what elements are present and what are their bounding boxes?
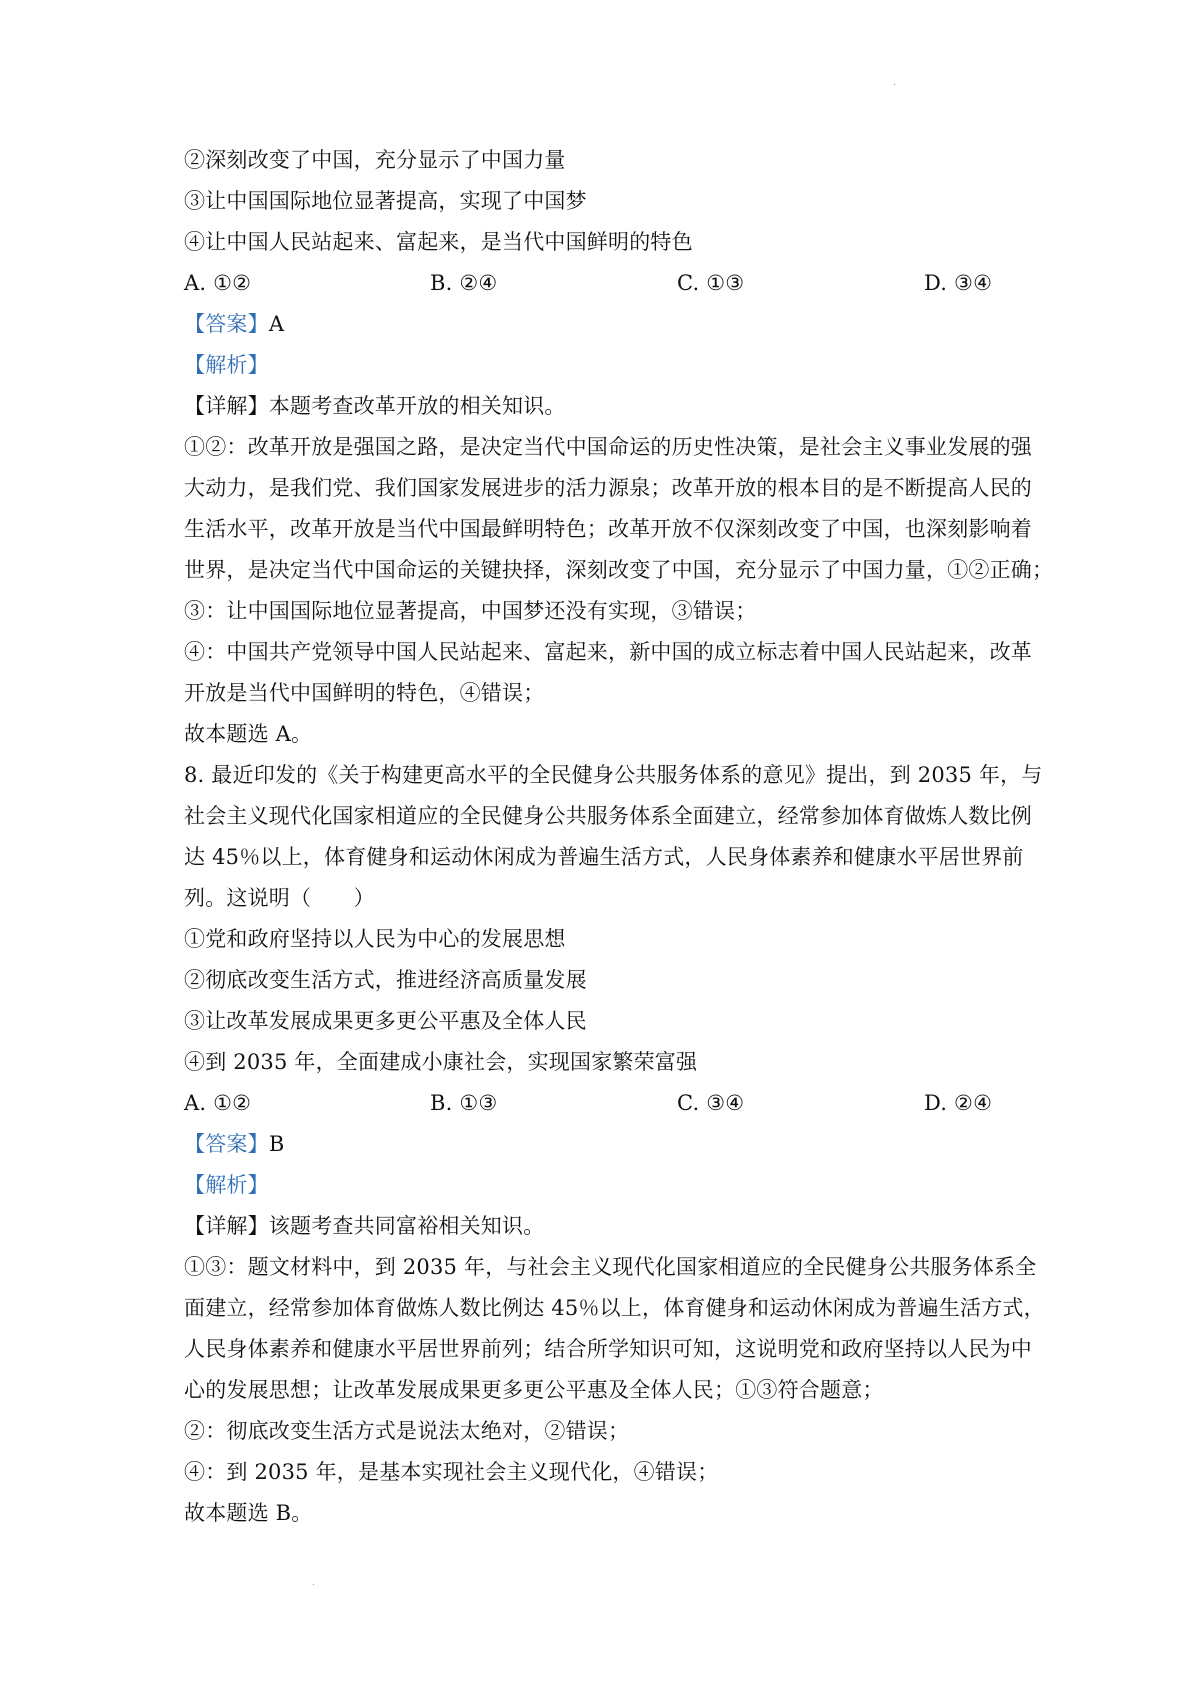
q8-answer-tag: 【答案】 bbox=[184, 1132, 269, 1156]
q8-option-a: A. ①② bbox=[184, 1091, 252, 1115]
q7-detail-line: ④：中国共产党领导中国人民站起来、富起来，新中国的成立标志着中国人民站起来，改革 bbox=[184, 640, 1032, 664]
q7-detail-line: 开放是当代中国鲜明的特色，④错误； bbox=[184, 681, 545, 705]
q8-item-2: ②彻底改变生活方式，推进经济高质量发展 bbox=[184, 968, 587, 992]
q8-stem-line: 列。这说明（ ） bbox=[184, 886, 375, 910]
q7-detail-line: ③：让中国国际地位显著提高，中国梦还没有实现，③错误； bbox=[184, 599, 757, 623]
q8-stem-line: 社会主义现代化国家相道应的全民健身公共服务体系全面建立，经常参加体育做炼人数比例 bbox=[184, 804, 1032, 828]
q8-item-3: ③让改革发展成果更多更公平惠及全体人民 bbox=[184, 1009, 587, 1033]
q7-option-d: D. ③④ bbox=[924, 271, 993, 295]
q8-detail-line: ②：彻底改变生活方式是说法太绝对，②错误； bbox=[184, 1419, 630, 1443]
q7-item-4: ④让中国人民站起来、富起来，是当代中国鲜明的特色 bbox=[184, 230, 693, 254]
q8-answer-value: B bbox=[268, 1132, 285, 1156]
q8-option-b: B. ①③ bbox=[430, 1091, 498, 1115]
q8-detail-line: 人民身体素养和健康水平居世界前列；结合所学知识可知，这说明党和政府坚持以人民为中 bbox=[184, 1337, 1032, 1361]
scan-speck: · bbox=[312, 1580, 316, 1591]
q7-options bbox=[184, 268, 1030, 298]
q8-detail-line: ①③：题文材料中，到 2035 年，与社会主义现代化国家相道应的全民健身公共服务体系全 bbox=[184, 1255, 1037, 1279]
q8-analysis-tag: 【解析】 bbox=[184, 1173, 269, 1197]
q7-detail-line: 生活水平，改革开放是当代中国最鲜明特色；改革开放不仅深刻改变了中国，也深刻影响着 bbox=[184, 517, 1032, 541]
q7-detail-line: 大动力，是我们党、我们国家发展进步的活力源泉；改革开放的根本目的是不断提高人民的 bbox=[184, 476, 1032, 500]
q7-option-c: C. ①③ bbox=[677, 271, 745, 295]
q7-answer bbox=[184, 309, 1030, 339]
q8-item-4: ④到 2035 年，全面建成小康社会，实现国家繁荣富强 bbox=[184, 1050, 698, 1074]
q8-detail-line: 【详解】该题考查共同富裕相关知识。 bbox=[184, 1214, 545, 1238]
q8-conclusion: 故本题选 B。 bbox=[184, 1501, 313, 1525]
q7-detail-line: 【详解】本题考查改革开放的相关知识。 bbox=[184, 394, 566, 418]
q7-detail-line: 世界，是决定当代中国命运的关键抉择，深刻改变了中国，充分显示了中国力量，①②正确； bbox=[184, 558, 1054, 582]
q7-detail-line: ①②：改革开放是强国之路，是决定当代中国命运的历史性决策，是社会主义事业发展的强 bbox=[184, 435, 1032, 459]
q7-answer-value: A bbox=[268, 312, 285, 336]
q7-item-2: ②深刻改变了中国，充分显示了中国力量 bbox=[184, 148, 566, 172]
q8-option-c: C. ③④ bbox=[677, 1091, 745, 1115]
q7-analysis-tag: 【解析】 bbox=[184, 353, 269, 377]
q7-option-b: B. ②④ bbox=[430, 271, 498, 295]
q7-conclusion: 故本题选 A。 bbox=[184, 722, 313, 746]
q8-answer bbox=[184, 1129, 1030, 1159]
q7-answer-tag: 【答案】 bbox=[184, 312, 269, 336]
q7-item-3: ③让中国国际地位显著提高，实现了中国梦 bbox=[184, 189, 587, 213]
q8-stem-line: 达 45％以上，体育健身和运动休闲成为普遍生活方式，人民身体素养和健康水平居世界前 bbox=[184, 845, 1024, 869]
q8-item-1: ①党和政府坚持以人民为中心的发展思想 bbox=[184, 927, 566, 951]
q8-option-d: D. ②④ bbox=[924, 1091, 993, 1115]
q7-option-a: A. ①② bbox=[184, 271, 252, 295]
q8-detail-line: 面建立，经常参加体育做炼人数比例达 45％以上，体育健身和运动休闲成为普遍生活方式， bbox=[184, 1296, 1045, 1320]
q8-options bbox=[184, 1088, 1030, 1118]
q8-stem-line: 8. 最近印发的《关于构建更高水平的全民健身公共服务体系的意见》提出，到 2035 年，与 bbox=[184, 763, 1043, 787]
q8-detail-line: ④：到 2035 年，是基本实现社会主义现代化，④错误； bbox=[184, 1460, 719, 1484]
q8-detail-line: 心的发展思想；让改革发展成果更多更公平惠及全体人民；①③符合题意； bbox=[184, 1378, 884, 1402]
scan-speck: · bbox=[893, 80, 897, 91]
